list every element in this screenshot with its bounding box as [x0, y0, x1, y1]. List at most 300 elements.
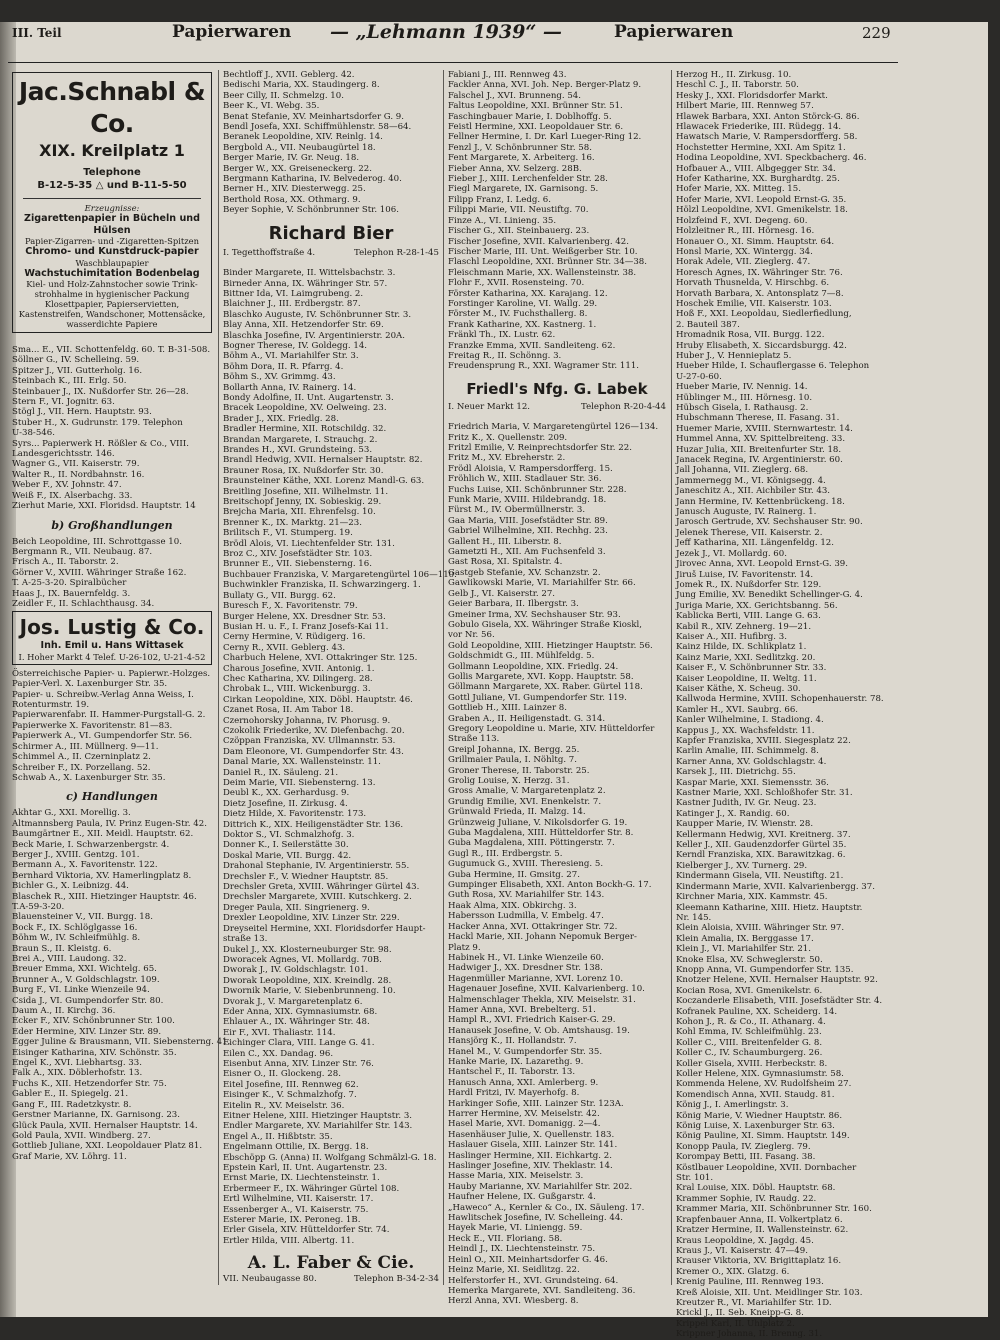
directory-entry: Fent Margarete, X. Arbeiterg. 16. — [448, 153, 595, 164]
directory-entry: Faltus Leopoldine, XXI. Brünner Str. 51. — [448, 101, 623, 112]
directory-entry: Fuchs Luise, XII. Schönbrunner Str. 228. — [448, 484, 627, 495]
header-rule — [8, 62, 898, 63]
directory-entry: Bradler Hermine, XII. Rotschildg. 32. — [223, 424, 387, 435]
bier-telephone: Telephon R-28-1-45 — [354, 247, 439, 258]
directory-entry: Herzog H., II. Zirkusg. 10. — [676, 70, 792, 80]
directory-entry: Drahonal Stephanie, IV. Argentinierstr. 55. — [223, 861, 410, 872]
directory-entry: Gollis Margarete, XVI. Kopp. Hauptstr. 58. — [448, 671, 634, 682]
directory-entry: Koczanderle Elisabeth, VIII. Josefstädter Str. 4. — [676, 996, 883, 1007]
directory-entry: Breitling Josefine, XII. Wilhelmstr. 11. — [223, 486, 389, 497]
directory-entry: Brilitsch F., VI. Stumperg. 19. — [223, 528, 353, 539]
directory-entry: Kablicka Berti, VIII. Lange G. 63. — [676, 611, 821, 622]
directory-entry: Freitag R., II. Schönng. 3. — [448, 350, 562, 361]
directory-entry: Filippi Marie, VII. Neustiftg. 70. — [448, 205, 589, 216]
directory-entry: Egger Juline & Brausmann, VII. Siebensterng. 41. — [12, 1037, 231, 1048]
directory-entry: Hantschel F., II. Taborstr. 13. — [448, 1067, 576, 1078]
directory-entry: Gastgeb Stefanie, XV. Schanzstr. 2. — [448, 567, 601, 578]
directory-entry: Hofbauer A., VIII. Albgegger Str. 34. — [676, 163, 836, 174]
directory-entry: Göllmann Margarete, XX. Raber. Gürtel 118. — [448, 682, 643, 693]
directory-entry: Fellner Hermine, I. Dr. Karl Lueger-Ring 12. — [448, 132, 642, 143]
directory-entry: Halmenschlager Thekla, XIV. Meiselstr. 31. — [448, 994, 636, 1005]
directory-entry: Bergmann R., VII. Neubaug. 87. — [12, 546, 153, 557]
directory-entry: 2. Bauteil 387. — [676, 319, 740, 330]
directory-entry: Brenner K., IX. Marktg. 21—23. — [223, 517, 362, 528]
directory-entry: Hansjörg K., II. Hollandstr. 7. — [448, 1036, 577, 1047]
directory-entry: Knoke Elsa, XV. Schweglerstr. 50. — [676, 954, 823, 965]
directory-entry: Beranek Leopoldine, XIV. Reinlg. 14. — [223, 132, 383, 143]
directory-entry: Kremer O., XIX. Glatzg. 6. — [676, 1266, 790, 1277]
directory-entry: Krippner Johanna, II. Brenng. 31. — [676, 1329, 823, 1340]
directory-entry: Eisinger Katharina, XIV. Schönstr. 35. — [12, 1047, 177, 1058]
directory-entry: Kocian Rosa, XVI. Gmenikelstr. 6. — [676, 985, 823, 996]
directory-entry: Forstinger Karoline, VI. Wallg. 29. — [448, 298, 598, 309]
directory-entry: Knotzer Helene, XVII. Hernalser Hauptstr. 92. — [676, 975, 878, 986]
directory-entry: Heck E., VII. Floriang. 58. — [448, 1233, 563, 1244]
directory-entry: Daniel R., IX. Säuleng. 21. — [223, 767, 339, 778]
directory-entry: Stern F., VI. Jognitr. 63. — [12, 397, 115, 408]
directory-entry: Kabil R., XIV. Zehnerg. 19—21. — [676, 621, 812, 632]
directory-entry: Konopp Paula, IV. Zieglerg. 79. — [676, 1141, 811, 1152]
directory-entry: Flohr F., XVII. Rosensteing. 70. — [448, 278, 585, 289]
directory-entry: Fenzl J., V. Schönbrunner Str. 58. — [448, 142, 592, 153]
directory-entry: Essenberger A., VI. Kaiserstr. 75. — [223, 1204, 369, 1215]
directory-entry: Haslauer Gisela, XIII. Lainzer Str. 141. — [448, 1140, 618, 1151]
directory-entry: Hagenauer Josefine, XVII. Kalvarienberg. 10. — [448, 984, 645, 995]
directory-entry: Eichinger Clara, VIII. Lange G. 41. — [223, 1038, 375, 1049]
directory-entry: U-27-0-60. — [676, 371, 722, 382]
directory-entry: Fischer Josefine, XVII. Kalvarienberg. 42. — [448, 236, 629, 247]
directory-entry: Franzke Emma, XVII. Sandleiteng. 62. — [448, 340, 616, 351]
directory-entry: Herzl Anna, XVI. Wiesberg. 8. — [448, 1296, 579, 1307]
entry-list — [12, 345, 212, 512]
directory-entry: Bullaty G., VII. Burgg. 62. — [223, 590, 336, 601]
lustig-address: I. Hoher Markt 4 Telef. U-26-102, U-21-4-52 — [18, 651, 206, 662]
schnabl-product: Klosettpapier, Papierservietten, Kastenstreifen, Wandschoner, Mottensäcke, wasserdichte Papiere — [18, 299, 206, 329]
directory-entry: Filipp Franz, I. Ledg. 6. — [448, 194, 551, 205]
directory-entry: Brejcha Maria, XII. Ehrenfelsg. 10. — [223, 507, 376, 518]
directory-entry: Drechsler F., V. Wiedner Hauptstr. 85. — [223, 871, 389, 882]
directory-entry: Karsek J., III. Dietrichg. 55. — [676, 767, 796, 778]
directory-entry: Jung Emilie, XV. Benedikt Schellinger-G. 4. — [676, 590, 863, 601]
directory-entry: Schwab A., X. Laxenburger Str. 35. — [12, 772, 166, 783]
directory-entry: Dworacek Agnes, VI. Mollardg. 70B. — [223, 954, 382, 965]
directory-entry: Dreger Paula, XII. Singrienerg. 9. — [223, 902, 370, 913]
directory-entry: Kamler H., XVI. Saubrg. 66. — [676, 704, 799, 715]
directory-entry: Berger Marie, IV. Gr. Neug. 18. — [223, 153, 360, 164]
directory-entry: Blaichner J., III. Erdbergstr. 87. — [223, 299, 361, 310]
directory-entry: Frödl Aloisia, V. Rampersdorfferg. 15. — [448, 463, 613, 474]
schnabl-product: Zigarettenpapier in Bücheln und Hülsen — [23, 213, 201, 236]
directory-entry: Fischer Marie, III. Unt. Weißgerber Str. 10. — [448, 246, 638, 257]
directory-entry: Kofranek Pauline, XX. Scheiderg. 14. — [676, 1006, 838, 1017]
directory-entry: straße 13. — [223, 934, 268, 945]
directory-entry: Jall Johanna, VII. Zieglerg. 68. — [676, 465, 809, 476]
directory-entry: Gregory Leopoldine u. Marie, XIV. Hütteldorfer — [448, 723, 655, 734]
directory-entry: Altmannsberg Paula, IV. Prinz Eugen-Str. 42. — [12, 818, 207, 829]
directory-entry: Hardl Fritzi, IV. Mayerhofg. 8. — [448, 1088, 580, 1099]
directory-entry: Dwornik Marie, V. Siebenbrunneng. 10. — [223, 986, 396, 997]
directory-entry: Weber F., XV. Johnstr. 47. — [12, 480, 122, 491]
directory-entry: Rotenturmstr. 19. — [12, 700, 90, 711]
directory-entry: Sma... E., VII. Schottenfeldg. 60. T. B-31-508. — [12, 345, 211, 355]
directory-entry: Doktor S., VI. Schmalzhofg. 3. — [223, 830, 355, 841]
column-divider — [443, 70, 444, 1285]
directory-entry: Dietz Hilde, X. Favoritenstr. 173. — [223, 809, 367, 820]
directory-entry: Heschl C. J., II. Taborstr. 50. — [676, 80, 799, 91]
directory-entry: Glück Paula, XVII. Hernalser Hauptstr. 14. — [12, 1120, 198, 1131]
directory-entry: Klein Amalia, IX. Berggasse 17. — [676, 933, 814, 944]
directory-entry: Kommenda Helene, XV. Rudolfsheim 27. — [676, 1079, 852, 1090]
directory-entry: Hlawek Barbara, XXI. Anton Störck-G. 86. — [676, 111, 860, 122]
faber-telephone: Telephon B-34-2-34 — [354, 1274, 439, 1285]
directory-entry: Hesky J., XXI. Floridsdorfer Markt. — [676, 90, 828, 101]
directory-entry: Papierwerk A., VI. Gumpendorfer Str. 56. — [12, 731, 193, 742]
directory-entry: Helferstorfer H., XVI. Grundsteing. 64. — [448, 1275, 619, 1286]
directory-entry: Brödl Alois, VI. Liechtenfelder Str. 131. — [223, 538, 395, 549]
column-divider — [218, 70, 219, 1285]
directory-entry: Böhm S., XV. Grimmg. 43. — [223, 372, 336, 383]
directory-entry: Habersson Ludmilla, V. Embelg. 47. — [448, 911, 604, 922]
directory-entry: Eitelin R., XV. Meiselstr. 36. — [223, 1100, 345, 1111]
directory-entry: Jann Hermine, IV. Kettenbrückeng. 18. — [676, 496, 845, 507]
directory-entry: Brunner A., V. Goldschlagstr. 109. — [12, 974, 160, 985]
directory-entry: Drexler Leopoldine, XIV. Linzer Str. 229. — [223, 913, 400, 924]
directory-entry: Fritzl Emilie, V. Reinprechtsdorfer Str. 22. — [448, 443, 632, 453]
directory-entry: Dittrich K., XIX. Heiligenstädter Str. 136. — [223, 819, 404, 830]
directory-entry: Kallwoda Hermine, XVIII. Schopenhauerstr. 78. — [676, 694, 884, 705]
directory-entry: Hromadnik Rosa, VII. Burgg. 122. — [676, 330, 825, 341]
directory-entry: Hampl R., XVI. Friedrich Kaiser-G. 29. — [448, 1015, 616, 1026]
directory-entry: Hueber Marie, IV. Nennig. 14. — [676, 382, 808, 393]
directory-entry: Gallent H., III. Liberstr. 8. — [448, 536, 562, 547]
directory-entry: Schreiber F., IX. Porzellang. 52. — [12, 762, 151, 773]
schnabl-product: Kiel- und Holz-Zahnstocher sowie Trink-strohhalme in hygienischer Packung — [26, 279, 198, 299]
directory-entry: Eitner Helene, XIII. Hietzinger Hauptstr. 3. — [223, 1111, 413, 1121]
directory-entry: Janusch Auguste, IV. Rainerg. 1. — [676, 507, 817, 518]
directory-entry: Jezek J., VI. Mollardg. 60. — [676, 548, 787, 559]
directory-entry: Bracek Leopoldine, XV. Oelweing. 23. — [223, 403, 387, 414]
directory-entry: Braun S., II. Kleistg. 6. — [12, 943, 112, 954]
directory-entry: Kainz Hilde, IX. Schlikplatz 1. — [676, 642, 807, 653]
directory-entry: Gabriel Wilhelmine, XII. Rechhg. 23. — [448, 526, 608, 537]
directory-entry: Burg F., VI. Linke Wienzeile 94. — [12, 985, 150, 996]
directory-entry: Frisch A., II. Taborstr. 2. — [12, 557, 119, 568]
directory-entry: Czöppan Franziska, XV. Ullmannstr. 53. — [223, 736, 396, 747]
directory-entry: Gelb J., VI. Kaiserstr. 27. — [448, 588, 556, 599]
directory-entry: Kindermann Gisela, VII. Neustiftg. 21. — [676, 871, 844, 882]
directory-entry: Fackler Anna, XVI. Joh. Nep. Berger-Platz 9. — [448, 80, 642, 91]
directory-entry: Cirkan Leopoldine, XIX. Döbl. Hauptstr. 46. — [223, 694, 413, 705]
directory-entry: Endler Margarete, XV. Mariahilfer Str. 143. — [223, 1121, 413, 1132]
directory-entry: Donner K., I. Seilerstätte 30. — [223, 840, 349, 851]
directory-entry: Kaiser A., XII. Hufibrg. 3. — [676, 631, 787, 642]
directory-entry: Nr. 145. — [676, 912, 712, 923]
directory-entry: Huber J., V. Hennieplatz 5. — [676, 350, 792, 361]
directory-entry: Görner V., XVIII. Währinger Straße 162. — [12, 567, 187, 578]
directory-entry: Haufner Helene, IX. Gußgarstr. 4. — [448, 1192, 596, 1203]
faber-address: VII. Neubaugasse 80. — [223, 1274, 317, 1285]
directory-entry: Bedischi Maria, XX. Staudingerg. 8. — [223, 80, 380, 91]
directory-entry: Bittner Ida, VI. Laimgrubeng. 2. — [223, 288, 364, 299]
entry-list — [448, 422, 666, 1307]
directory-entry: Falk A., XIX. Döblerhofstr. 13. — [12, 1068, 143, 1079]
directory-entry: Friedrich Maria, V. Margaretengürtel 126—134. — [448, 422, 659, 433]
directory-entry: Charbuch Helene, XVI. Ottakringer Str. 125. — [223, 653, 418, 664]
directory-entry: Heinz Marie, XI. Seidlitzg. 22. — [448, 1265, 580, 1276]
directory-entry: „Haweco“ A., Kernler & Co., IX. Säuleng. 17. — [448, 1202, 645, 1213]
directory-entry: Gerstner Marianne, IX. Garnisong. 23. — [12, 1110, 181, 1121]
directory-entry: Grünwald Frieda, II. Malzg. 14. — [448, 807, 586, 818]
directory-entry: Grolig Louise, X. Herzg. 31. — [448, 776, 570, 786]
directory-entry: Ernst Marie, IX. Liechtensteinstr. 1. — [223, 1173, 380, 1184]
directory-entry: Falschel J., XVI. Brunneng. 54. — [448, 90, 582, 101]
directory-entry: Platz 9. — [448, 942, 481, 953]
directory-entry: Dietz Josefine, II. Zirkusg. 4. — [223, 798, 348, 809]
directory-entry: Beich Leopoldine, III. Schrottgasse 10. — [12, 536, 182, 547]
directory-entry: Klein Aloisia, XVIII. Währinger Str. 97. — [676, 923, 845, 934]
directory-entry: Hoß F., XXI. Leopoldau, Siedlerfiedlung, — [676, 309, 852, 320]
entry-list — [12, 808, 231, 1162]
directory-entry: Komendisch Anna, XVII. Staudg. 81. — [676, 1089, 835, 1100]
directory-entry: Harkinger Sofie, XIII. Lainzer Str. 123A. — [448, 1098, 624, 1109]
directory-entry: Kaspar Marie, XXI. Siemensstr. 36. — [676, 777, 829, 788]
directory-entry: Gugl R., III. Erdbergstr. 5. — [448, 848, 563, 859]
directory-entry: Kielberger J., XV. Turnerg. 29. — [676, 860, 808, 871]
directory-entry: Hacker Anna, XVI. Ottakringer Str. 72. — [448, 921, 618, 932]
directory-entry: Dvorak J., V. Margaretenplatz 6. — [223, 996, 363, 1007]
directory-entry: Ecker F., XIV. Schönbrunner Str. 100. — [12, 1016, 175, 1027]
directory-entry: Honsl Marie, XX. Wintergg. 34. — [676, 246, 813, 257]
directory-entry: Kastner Marie, XXI. Schloßhofer Str. 31. — [676, 788, 853, 799]
directory-entry: Graben A., II. Heiligenstadt. G. 314. — [448, 713, 606, 724]
directory-entry: Hodina Leopoldine, XVI. Speckbacherg. 46. — [676, 153, 867, 164]
directory-entry: Kraus J., VI. Kaiserstr. 47—49. — [676, 1245, 808, 1256]
directory-entry: Fieber J., XIII. Lerchenfelder Str. 28. — [448, 174, 608, 185]
schnabl-advert — [12, 72, 212, 333]
directory-entry: Gross Amalie, V. Margaretenplatz 2. — [448, 786, 606, 797]
directory-entry: Haslinger Josefine, XIV. Theklastr. 14. — [448, 1161, 613, 1172]
directory-entry: Kohon J., R. & Co., II. Athanarg. 4. — [676, 1016, 826, 1027]
directory-entry: Krippel Karl, II. Uhlplatz 2. — [676, 1318, 795, 1329]
directory-entry: Hübsch Gisela, I. Rathausg. 2. — [676, 403, 809, 413]
directory-entry: Fürst M., IV. Obermüllnerstr. 3. — [448, 505, 586, 516]
directory-entry: Gugumuck G., XVIII. Theresieng. 5. — [448, 859, 604, 870]
directory-entry: Förster M., IV. Fuchsthallerg. 8. — [448, 309, 588, 320]
directory-entry: Kaiser Leopoldine, II. Weltg. 11. — [676, 673, 817, 684]
directory-entry: Benat Stefanie, XV. Meinhartsdorfer G. 9. — [223, 111, 405, 122]
directory-entry: Baumgärtner E., XII. Meidl. Hauptstr. 62. — [12, 829, 194, 840]
directory-entry: Kraus Leopoldine, X. Jagdg. 45. — [676, 1235, 814, 1246]
directory-entry: Brader J., XIX. Friedlg. 28. — [223, 413, 339, 424]
directory-entry: Fischer G., XII. Steinbauerg. 23. — [448, 226, 590, 237]
directory-entry: Binder Margarete, II. Wittelsbachstr. 3. — [223, 268, 396, 279]
directory-entry: Jomek R., IX. Nußdorfer Str. 129. — [676, 579, 822, 590]
directory-entry: Hofer Marie, XX. Mitteg. 15. — [676, 184, 801, 195]
directory-entry: Hasenhäuser Julie, X. Quellenstr. 183. — [448, 1129, 615, 1140]
directory-entry: U-38-546. — [12, 428, 55, 439]
directory-entry: Hofer Katharine, XX. Burghardtg. 25. — [676, 174, 840, 185]
directory-entry: Bogner Therese, IV. Goldegg. 14. — [223, 340, 368, 351]
directory-entry: Beer Cilly, II. Schmelzg. 10. — [223, 90, 344, 101]
directory-entry: Epstein Karl, II. Unt. Augartenstr. 23. — [223, 1163, 388, 1174]
directory-entry: Kastner Judith, IV. Gr. Neug. 23. — [676, 798, 817, 809]
column-divider — [671, 70, 672, 1285]
directory-entry: Köstlbauer Leopoldine, XVII. Dornbacher — [676, 1162, 857, 1173]
directory-entry: Groner Therese, II. Taborstr. 25. — [448, 765, 590, 776]
directory-entry: Buchwinkler Franziska, II. Schwarzingerg. 1. — [223, 580, 421, 591]
directory-entry: Engel K., XVI. Liebhartsg. 33. — [12, 1058, 142, 1069]
directory-entry: Broz C., XIV. Josefstädter Str. 103. — [223, 549, 373, 560]
directory-entry: Gottl Juliane, VI. Gumpendorfer Str. 119. — [448, 692, 627, 703]
directory-entry: Juriga Marie, XX. Gerichtsbanng. 56. — [676, 600, 838, 611]
directory-entry: Kellermann Hedwig, XVI. Kreitnerg. 37. — [676, 829, 851, 840]
directory-entry: Deim Marie, VII. Siebensterng. 13. — [223, 778, 376, 788]
directory-entry: Kerndl Franziska, XIX. Barawitzkag. 6. — [676, 850, 846, 861]
directory-entry: Haslinger Hermine, XII. Eichkartg. 2. — [448, 1150, 612, 1161]
directory-entry: Brandl Hedwig, XVII. Hernalser Hauptstr. 82. — [223, 455, 423, 466]
directory-entry: Hasse Maria, XIX. Meiselstr. 3. — [448, 1171, 584, 1182]
section-heading-wholesale: b) Großhandlungen — [51, 518, 173, 532]
directory-entry: Gawlikowski Marie, VI. Mariahilfer Str. 66. — [448, 578, 636, 589]
directory-entry: Kleemann Katharine, XIII. Hietz. Hauptstr. — [676, 902, 863, 913]
directory-entry: Flaschl Leopoldine, XXI. Brünner Str. 34—38. — [448, 257, 648, 268]
directory-entry: Heinl O., XII. Meinhartsdorfer G. 46. — [448, 1254, 608, 1265]
directory-entry: Steinbach K., III. Erlg. 50. — [12, 376, 127, 387]
directory-entry: Zeidler F., II. Schlachthausg. 34. — [12, 598, 155, 609]
schnabl-products-label: Erzeugnisse: — [84, 203, 140, 213]
directory-entry: Blay Anna, XII. Hetzendorfer Str. 69. — [223, 320, 384, 331]
lustig-advert — [12, 611, 212, 665]
directory-entry: Janeschitz A., XII. Aichbiler Str. 43. — [676, 486, 831, 497]
directory-entry: T. A-25-3-20. Spiralbücher — [12, 578, 127, 589]
directory-entry: Zierhut Marie, XXI. Floridsd. Hauptstr. 14 — [12, 501, 196, 512]
directory-entry: Bermann A., X. Favoritenstr. 122. — [12, 860, 158, 871]
entry-list — [448, 70, 666, 372]
directory-entry: Fritz K., X. Quellenstr. 209. — [448, 432, 568, 443]
directory-entry: Hueber Hilde, I. Schauflergasse 6. Telephon — [676, 361, 870, 372]
directory-entry: Dreyseitel Hermine, XXI. Floridsdorfer Haupt- — [223, 923, 426, 934]
directory-entry: Korompay Betti, III. Fasang. 38. — [676, 1152, 816, 1163]
directory-entry: Erbermeer F., IX. Währinger Gürtel 108. — [223, 1183, 400, 1194]
directory-entry: Bondy Adolfine, II. Unt. Augartenstr. 3. — [223, 392, 394, 403]
directory-entry: Kreutzer R., VI. Mariahilfer Str. 1D. — [676, 1297, 832, 1308]
directory-entry: Frank Katharine, XX. Kastnerg. 1. — [448, 319, 597, 330]
directory-entry: Guba Magdalena, XIII. Hütteldorfer Str. 8. — [448, 828, 634, 839]
directory-entry: Fieber Anna, XV. Selzerg. 28B. — [448, 163, 582, 174]
header-right-title: Papierwaren — [614, 22, 734, 42]
directory-entry: Koller Gisela, XVIII. Herbeckstr. 8. — [676, 1058, 828, 1069]
directory-entry: Krammer Maria, XII. Schönbrunner Str. 160. — [676, 1204, 872, 1215]
directory-entry: Hruby Elisabeth, X. Siccardsburgg. 42. — [676, 340, 847, 351]
directory-entry: Charous Josefine, XVII. Antonig. 1. — [223, 663, 375, 674]
section-heading-shops: c) Handlungen — [66, 790, 158, 804]
directory-entry: Hamer Anna, XVI. Brebelterg. 51. — [448, 1004, 596, 1015]
column-3 — [448, 70, 666, 1320]
faber-advert-line — [223, 1274, 439, 1284]
directory-entry: Beer K., VI. Webg. 35. — [223, 101, 320, 112]
directory-entry: Stuber H., X. Gudrunstr. 179. Telephon — [12, 417, 183, 428]
directory-entry: Steinbauer J., IX. Nußdorfer Str. 26—28. — [12, 386, 189, 397]
directory-entry: Hanausek Josefine, V. Ob. Amtshausg. 19. — [448, 1025, 630, 1036]
friedl-address: I. Neuer Markt 12. — [448, 401, 531, 412]
part-label: III. Teil — [12, 26, 62, 40]
schnabl-product: Chromo- und Kunstdruck-papier — [25, 246, 199, 257]
directory-entry: Haak Alma, XIX. Obkirchg. 3. — [448, 900, 577, 911]
friedl-advert-name: Friedl's Nfg. G. Labek — [466, 379, 648, 398]
directory-entry: Burger Helene, XX. Dresdner Str. 53. — [223, 611, 386, 622]
faber-advert-name: A. L. Faber & Cie. — [247, 1253, 415, 1274]
directory-entry: Faschingbauer Marie, I. Doblhoffg. 5. — [448, 111, 612, 122]
directory-entry: Hilbert Marie, III. Rennweg 57. — [676, 101, 814, 112]
directory-entry: Finze A., VI. Linieng. 35. — [448, 215, 557, 226]
directory-entry: Dworak J., IV. Goldschlagstr. 101. — [223, 965, 369, 976]
directory-entry: Koller C., IV. Schaumburgerg. 26. — [676, 1048, 823, 1059]
directory-entry: Hawlitschek Josefine, IV. Schelleing. 44. — [448, 1213, 624, 1224]
directory-entry: Kaiser F., V. Schönbrunner Str. 33. — [676, 663, 827, 674]
directory-entry: Karlin Amalie, III. Schimmelg. 8. — [676, 746, 819, 757]
directory-entry: Spitzer J., VII. Gutterholg. 16. — [12, 365, 143, 376]
directory-entry: Böhm W., IV. Schleifmühlg. 8. — [12, 933, 141, 944]
directory-entry: Weiß F., IX. Alserbachg. 33. — [12, 490, 133, 501]
directory-entry: Keller J., XII. Gaudenzdorfer Gürtel 35. — [676, 840, 847, 851]
directory-entry: Bichler G., X. Leibnizg. 44. — [12, 881, 129, 892]
directory-entry: Busian H. u. F., I. Franz Josefs-Kai 11. — [223, 621, 389, 632]
directory-entry: Dam Eleonore, VI. Gumpendorfer Str. 43. — [223, 746, 404, 757]
directory-entry: Bernhard Viktoria, XV. Hamerlingplatz 8. — [12, 870, 192, 881]
directory-entry: Janacek Regina, IV. Argentinierstr. 60. — [676, 455, 843, 466]
schnabl-telephone-numbers: B-12-5-35 △ und B-11-5-50 — [37, 180, 187, 191]
directory-entry: Hofer Marie, XVI. Leopold Ernst-G. 35. — [676, 194, 847, 205]
directory-entry: Kral Louise, XIX. Döbl. Hauptstr. 68. — [676, 1183, 836, 1194]
directory-entry: Czernohorsky Johanna, IV. Phorusg. 9. — [223, 715, 391, 726]
directory-entry: Fuchs K., XII. Hetzendorfer Str. 75. — [12, 1078, 167, 1089]
directory-entry: Bollarth Anna, IV. Rainerg. 14. — [223, 382, 357, 393]
directory-entry: Berner H., XIV. Diesterwegg. 25. — [223, 184, 366, 195]
directory-entry: Brandes H., XVI. Grundsteing. 53. — [223, 445, 373, 455]
schnabl-name: Jac.Schnabl & Co. — [18, 77, 206, 138]
header-center-title: — „Lehmann 1939“ — — [330, 21, 562, 43]
header-left-title: Papierwaren — [172, 22, 292, 42]
directory-entry: Breitschopf Jenny, IX. Sobieskig. 29. — [223, 497, 382, 508]
directory-entry: Horesch Agnes, IX. Währinger Str. 76. — [676, 267, 843, 278]
schnabl-product: Papier-Zigarren- und -Zigaretten-Spitzen — [24, 236, 200, 246]
directory-entry: Gang F., III. Radetzkystr. 8. — [12, 1099, 132, 1110]
directory-entry: Grillmaier Paula, I. Nöhltg. 7. — [448, 755, 578, 766]
page-number: 229 — [862, 24, 891, 42]
column-1 — [12, 70, 231, 1320]
directory-entry: Eisner O., II. Glockeng. 28. — [223, 1069, 341, 1080]
directory-entry: Koller C., VIII. Breitenfelder G. 8. — [676, 1037, 823, 1048]
directory-entry: Eitel Josefine, III. Rennweg 62. — [223, 1079, 359, 1090]
directory-entry: Horak Adele, VII. Zieglerg. 47. — [676, 257, 811, 268]
lustig-name: Jos. Lustig & Co. — [19, 615, 205, 640]
directory-entry: Gobulo Gisela, XX. Währinger Straße Kioskl, — [448, 619, 643, 630]
directory-entry: Chrobak L., VIII. Wickenburgg. 3. — [223, 684, 371, 695]
directory-entry: Freudensprung R., XXI. Wagramer Str. 111. — [448, 361, 640, 372]
directory-entry: Hölzl Leopoldine, XVI. Gmenikelstr. 18. — [676, 205, 848, 216]
directory-entry: Landesgerichtsstr. 146. — [12, 449, 115, 460]
directory-entry: Hummel Anna, XV. Spittelbreiteng. 33. — [676, 434, 846, 445]
directory-entry: Brei A., VIII. Laudong. 32. — [12, 954, 127, 964]
entry-list — [12, 669, 212, 783]
directory-entry: Holzfeind F., XVI. Degeng. 60. — [676, 215, 808, 226]
bier-advert-name: Richard Bier — [268, 222, 394, 244]
directory-entry: Bechtloff J., XVII. Geblerg. 42. — [223, 70, 355, 80]
directory-entry: Ehlauer A., IX. Währinger Str. 48. — [223, 1017, 370, 1028]
directory-entry: Gottlieb Juliane, XXI. Leopoldauer Platz 81. — [12, 1141, 203, 1152]
directory-entry: Esterer Marie, IX. Peroneg. 1B. — [223, 1215, 361, 1226]
directory-entry: Hemerka Margarete, XVI. Sandleiteng. 36. — [448, 1285, 636, 1296]
